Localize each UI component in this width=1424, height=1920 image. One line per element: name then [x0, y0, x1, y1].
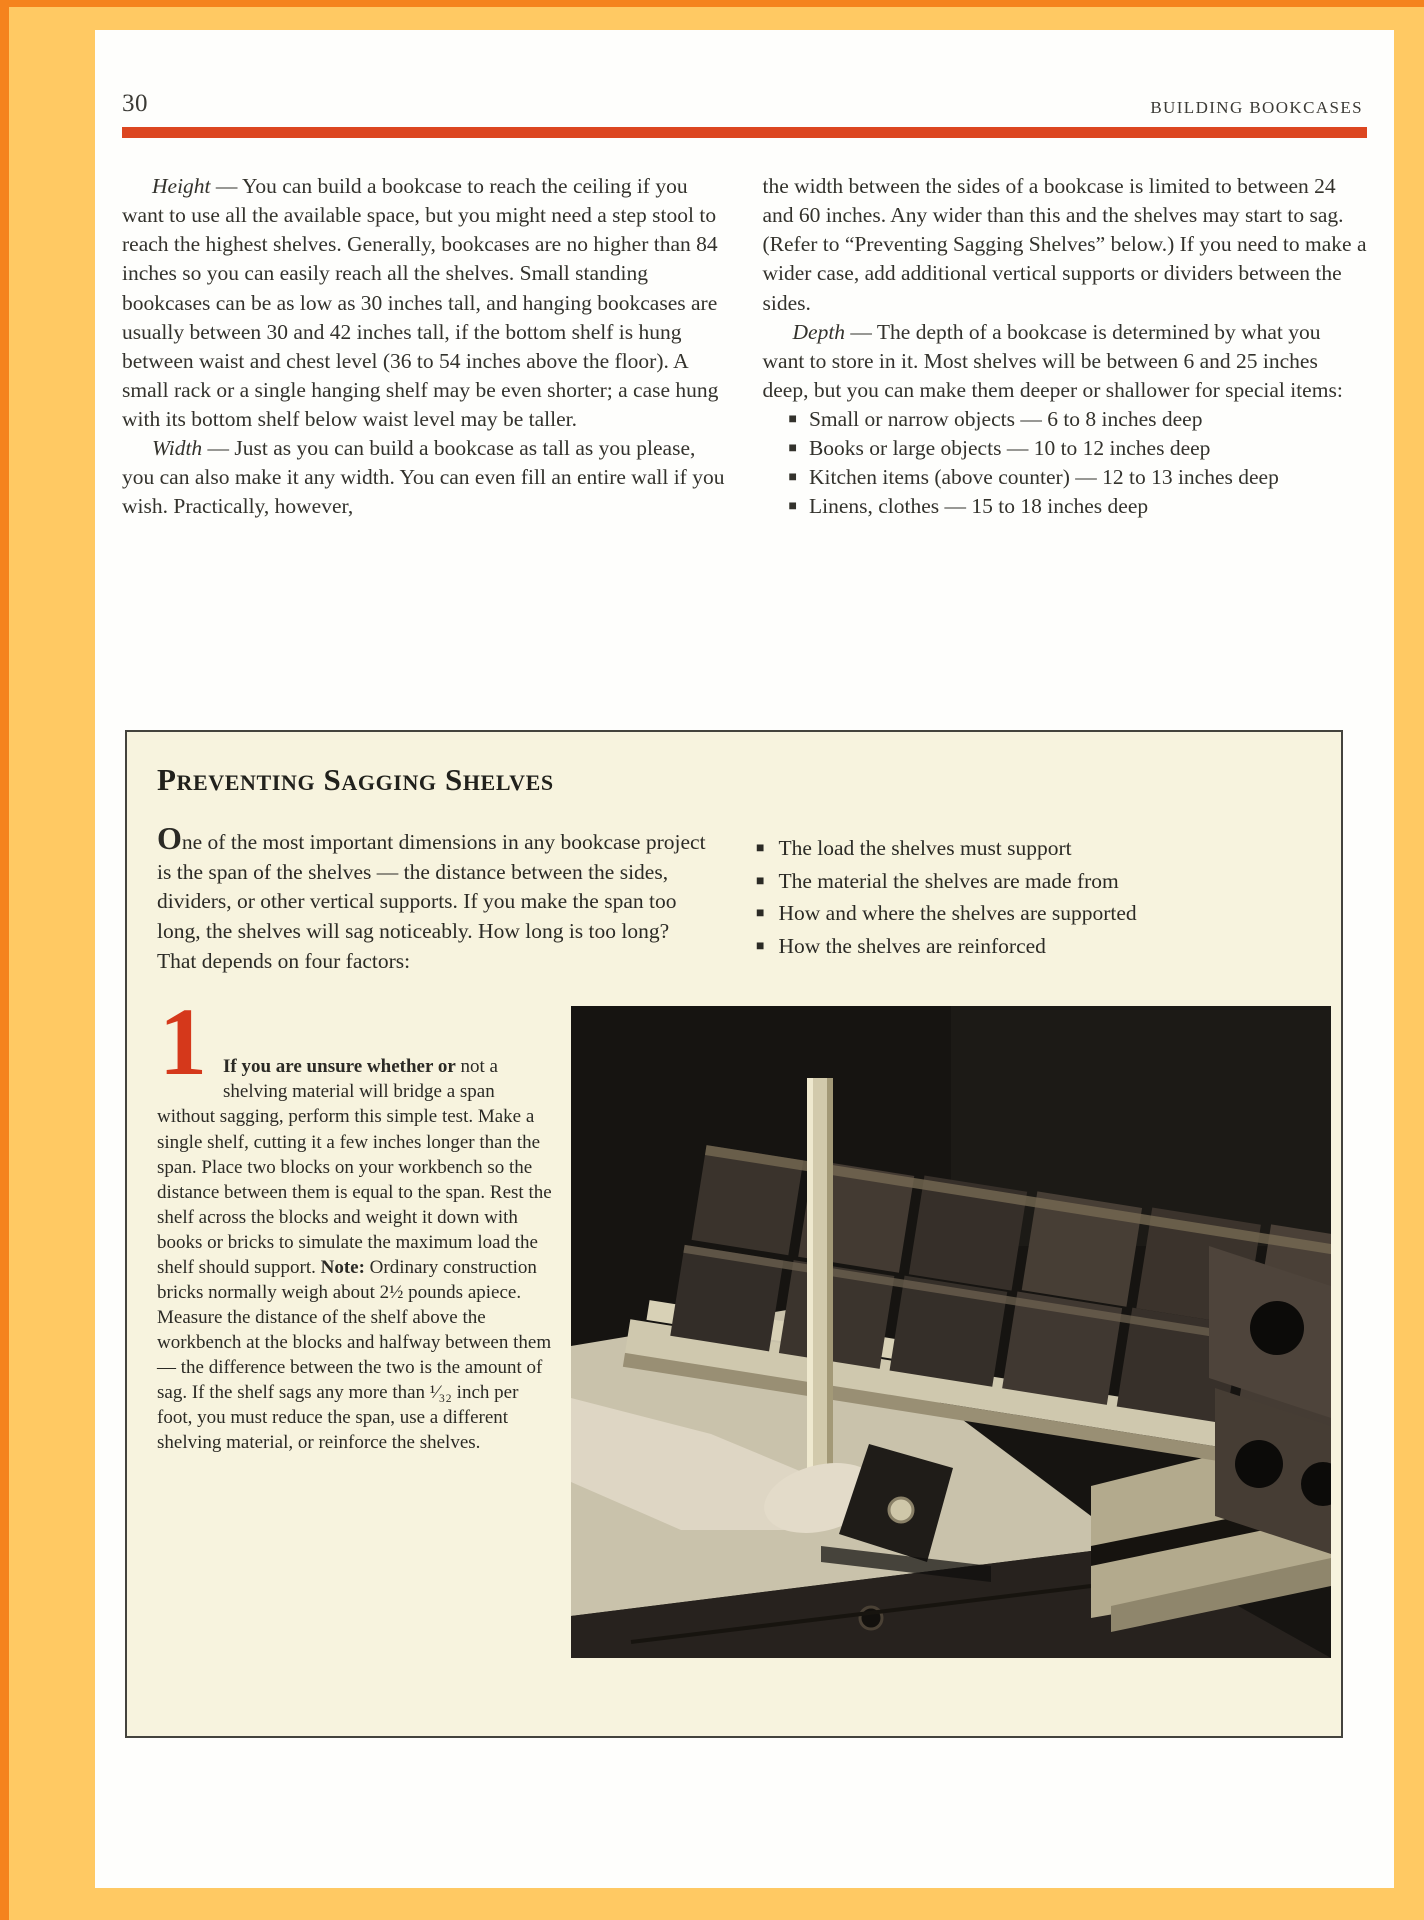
- list-item: [756, 865, 1311, 898]
- box-title: Preventing Sagging Shelves: [157, 762, 554, 797]
- bullet-square-icon: ■: [756, 906, 765, 922]
- list-item: [763, 492, 1368, 521]
- frame-top-orange-strip: [0, 0, 1424, 7]
- step-one-row: [157, 988, 1311, 1658]
- photo-illustration: [571, 1006, 1331, 1658]
- step-bold-lead: If you are unsure whether or: [223, 1056, 456, 1078]
- dropcap-letter: O: [157, 820, 182, 856]
- bullet-square-icon: ■: [788, 412, 797, 427]
- step-one-number: 1: [159, 988, 207, 1096]
- bullet-square-icon: ■: [756, 841, 765, 856]
- test-shelf-photo: [571, 1006, 1331, 1658]
- list-item: [756, 832, 1311, 865]
- height-paragraph-text: — You can build a bookcase to reach the ceiling if you want to use all the available space, but you might need a step stool to reach the highest shelves. Generally, bookcases are no higher than 84 inches so you can easily reach all the shelves. Small standing bookcases can be as low as 30 inches tall, and hanging bookcases are usually between 30 and 42 inches tall, if the bottom shelf is hung between waist and chest level (36 to 54 inches above the floor). A small rack or a single hanging shelf may be even shorter; a case hung with its bottom shelf below waist level may be taller.: [122, 174, 719, 431]
- bullet-square-icon: ■: [756, 873, 765, 889]
- bullet-text: Books or large objects — 10 to 12 inches deep: [808, 436, 1211, 461]
- step-body-2: Ordinary construction bricks normally weigh about 2½ pounds apiece. Measure the distance of the shelf above the workbench at the blocks and halfway between them — the difference between the two is the amount of sag. If the shelf sags any more than: [157, 1256, 552, 1404]
- right-column: [763, 172, 1368, 522]
- bullet-text: Kitchen items (above counter) — 12 to 13 inches deep: [808, 465, 1279, 490]
- paragraph-depth: [763, 318, 1368, 405]
- page-header: [122, 30, 1367, 118]
- list-item: [763, 434, 1368, 463]
- preventing-sagging-shelves-box: [125, 730, 1343, 1738]
- step-one-paragraph: [157, 988, 555, 1455]
- step-one-text-column: [157, 988, 555, 1658]
- bullet-square-icon: ■: [788, 441, 797, 457]
- bullet-square-icon: ■: [756, 939, 765, 955]
- box-intro-text: ne of the most important dimensions in any bookcase project is the span of the shelves — the distance between the sides, dividers, or other vertical supports. If you make the span too long, the shelves will sag noticeably. How long is too long? That depends on four factors:: [157, 830, 706, 973]
- height-lead-word: Height: [152, 174, 211, 198]
- factor-text: How and where the shelves are supported: [778, 901, 1137, 926]
- running-header-title: BUILDING BOOKCASES: [1150, 98, 1363, 117]
- box-intro-column: [157, 820, 712, 976]
- list-item: [756, 897, 1311, 930]
- bullet-square-icon: ■: [788, 499, 797, 515]
- page-content: [122, 30, 1367, 522]
- box-two-columns: [157, 820, 1311, 976]
- factor-text: The load the shelves must support: [778, 836, 1072, 860]
- body-two-columns: [122, 172, 1367, 522]
- page-number: 30: [122, 90, 148, 117]
- fraction-value: ¹⁄₃₂: [429, 1382, 452, 1404]
- book-page: [95, 30, 1394, 1888]
- list-item: [763, 463, 1368, 492]
- depth-bullet-list: [763, 405, 1368, 522]
- width-lead-word: Width: [152, 436, 203, 461]
- list-item: [763, 405, 1368, 434]
- left-column: [122, 172, 727, 522]
- paragraph-width-continued: the width between the sides of a bookcase is limited to between 24 and 60 inches. Any wider than this and the shelves may start to sag. (Refer to “Preventing Sagging Shelves” below.) If you need to make a wider case, add additional vertical supports or dividers between the sides.: [762, 174, 1367, 315]
- factors-list: [756, 832, 1311, 976]
- bullet-text: Linens, clothes — 15 to 18 inches deep: [808, 494, 1149, 519]
- factor-text: The material the shelves are made from: [778, 868, 1119, 893]
- note-label: Note:: [320, 1256, 365, 1278]
- factor-text: How the shelves are reinforced: [778, 934, 1046, 959]
- box-intro-paragraph: [157, 820, 712, 976]
- step-body-3: inch per foot, you must reduce the span, use a different shelving material, or reinforce the shelves.: [157, 1382, 519, 1454]
- list-item: [756, 930, 1311, 963]
- width-paragraph-text: — Just as you can build a bookcase as tall as you please, you can also make it any width. You can even fill an entire wall if you wish. Practically, however,: [122, 436, 725, 519]
- box-content: [127, 732, 1341, 1658]
- photo-ruler: [807, 1078, 833, 1508]
- bullet-text: Small or narrow objects — 6 to 8 inches deep: [808, 407, 1203, 431]
- frame-left-orange-strip: [0, 0, 9, 1920]
- depth-lead-word: Depth: [792, 319, 846, 344]
- bullet-square-icon: ■: [788, 470, 797, 486]
- paragraph-width: [122, 434, 727, 521]
- depth-paragraph-text: — The depth of a bookcase is determined by what you want to store in it. Most shelves will be between 6 and 25 inches deep, but you can make them deeper or shallower for special items:: [762, 319, 1343, 402]
- paragraph-height: [122, 172, 727, 434]
- red-header-rule: [122, 127, 1367, 138]
- step-body-1: not a shelving material will bridge a span without sagging, perform this simple test. Make a single shelf, cutting it a few inches longer than the span. Place two blocks on your workbench so the distance between them is equal to the span. Rest the shelf across the blocks and weight it down with books or bricks to simulate the maximum load the shelf should support.: [157, 1056, 552, 1278]
